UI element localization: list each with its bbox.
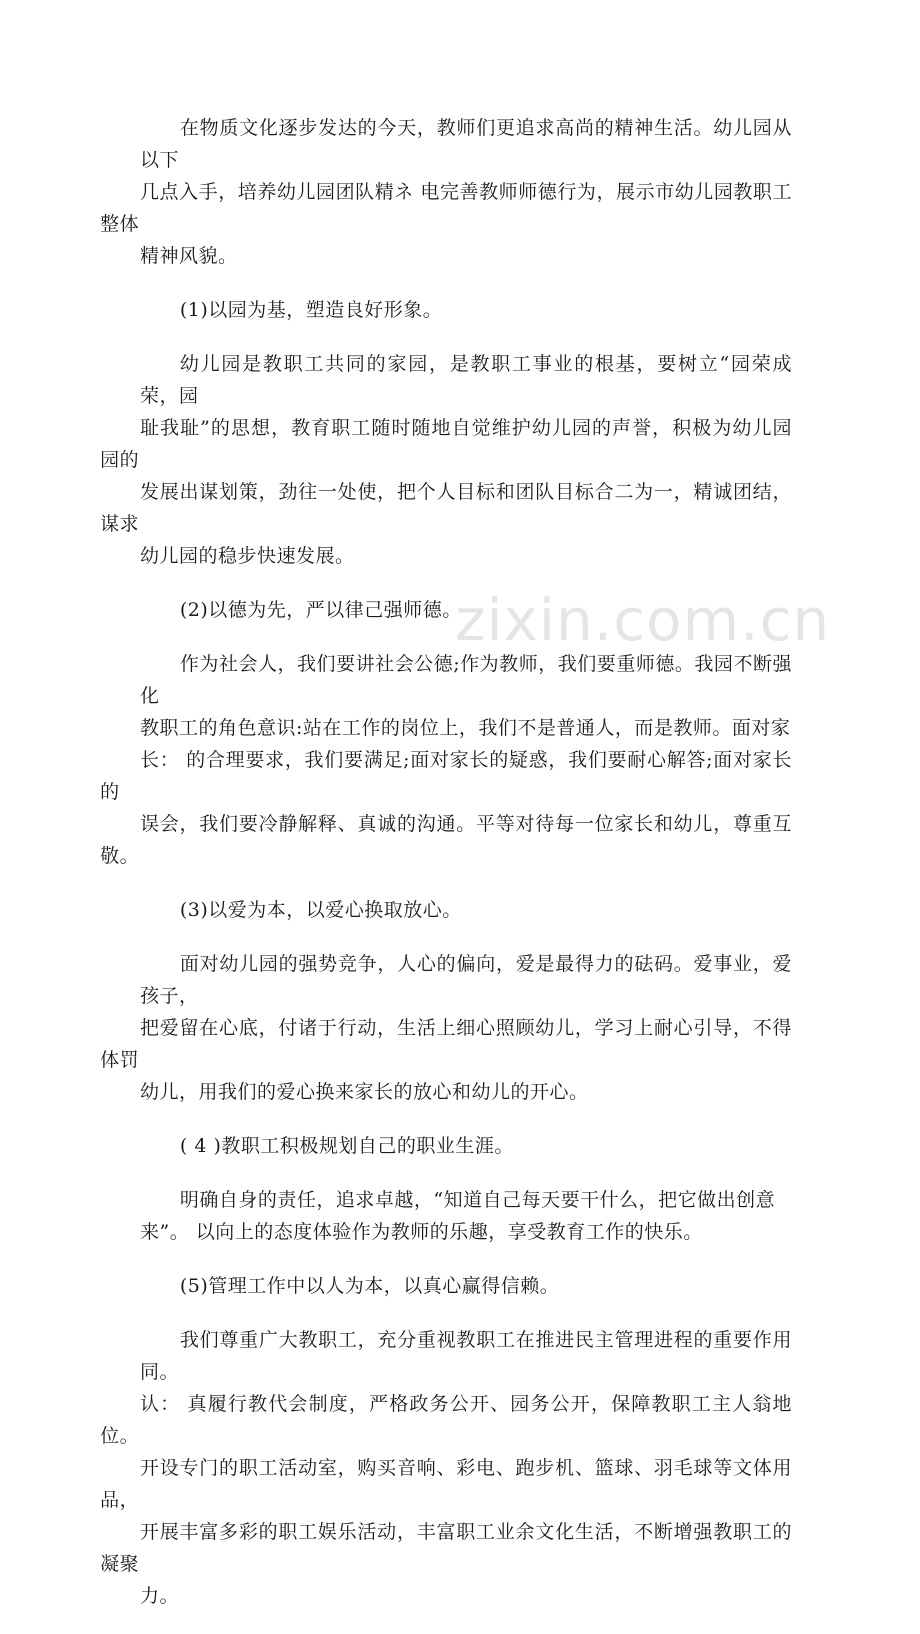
paragraph-line: 发展出谋划策，劲往一处使，把个人目标和团队目标合二为一，精诚团结，谋求 (100, 481, 792, 535)
paragraph-line: 精神风貌。 (140, 245, 238, 267)
section-heading: ( 4 )教职工积极规划自己的职业生涯。 (179, 1135, 514, 1157)
paragraph (100, 948, 792, 1108)
paragraph-line: 把爱留在心底，付诸于行动，生活上细心照顾幼儿，学习上耐心引导，不得体罚 (100, 1017, 792, 1071)
paragraph-line: 作为社会人，我们要讲社会公德;作为教师，我们要重师德。我园不断强化 (140, 653, 792, 707)
paragraph-line: 长： 的合理要求，我们要满足;面对家长的疑惑，我们要耐心解答;面对家长的 (100, 749, 792, 803)
paragraph-line: 耻我耻”的思想，教育职工随时随地自觉维护幼儿园的声誉，积极为幼儿园园的 (100, 417, 792, 471)
paragraph-line: 面对幼儿园的强势竞争，人心的偏向，爱是最得力的砝码。爱事业，爱孩子， (140, 953, 792, 1007)
section-heading: (1)以园为基，塑造良好形象。 (179, 299, 443, 321)
paragraph-line: 几点入手，培养幼儿园团队精ネ 电完善教师师德行为，展示市幼儿园教职工整体 (100, 181, 792, 235)
section-heading: (5)管理工作中以人为本，以真心赢得信赖。 (179, 1275, 560, 1297)
paragraph (100, 112, 792, 272)
paragraph-line: 开展丰富多彩的职工娱乐活动，丰富职工业余文化生活，不断增强教职工的凝聚 (100, 1521, 792, 1575)
paragraph-line: 误会，我们要冷静解释、真诚的沟通。平等对待每一位家长和幼儿，尊重互敬。 (100, 813, 792, 867)
paragraph (100, 648, 792, 872)
paragraph-line: 力。 (140, 1585, 180, 1607)
paragraph-line: 幼儿，用我们的爱心换来家长的放心和幼儿的开心。 (140, 1081, 589, 1103)
document-body (100, 112, 792, 1634)
paragraph (140, 1184, 792, 1248)
paragraph-line: 认： 真履行教代会制度，严格政务公开、园务公开，保障教职工主人翁地位。 (100, 1393, 792, 1447)
watermark: zixin.com.cn (455, 586, 831, 654)
section-heading: (3)以爱为本，以爱心换取放心。 (179, 899, 462, 921)
paragraph-line: 来”。 以向上的态度体验作为教师的乐趣，享受教育工作的快乐。 (140, 1221, 703, 1243)
paragraph-line: 明确自身的责任，追求卓越，“知道自己每天要干什么，把它做出创意 (179, 1189, 776, 1211)
paragraph (100, 348, 792, 572)
paragraph-line: 开设专门的职工活动室，购买音响、彩电、跑步机、篮球、羽毛球等文体用品， (100, 1457, 792, 1511)
paragraph-line: 幼儿园是教职工共同的家园，是教职工事业的根基，要树立“园荣成荣，园 (140, 353, 792, 407)
section-heading: (2)以德为先，严以律己强师德。 (179, 599, 462, 621)
paragraph (100, 1324, 792, 1612)
paragraph-line: 我们尊重广大教职工，充分重视教职工在推进民主管理进程的重要作用同。 (140, 1329, 792, 1383)
paragraph-line: 幼儿园的稳步快速发展。 (140, 545, 355, 567)
paragraph-line: 在物质文化逐步发达的今天，教师们更追求高尚的精神生活。幼儿园从以下 (140, 117, 792, 171)
paragraph-line: 教职工的角色意识:站在工作的岗位上，我们不是普通人，而是教师。面对家 (140, 717, 791, 739)
